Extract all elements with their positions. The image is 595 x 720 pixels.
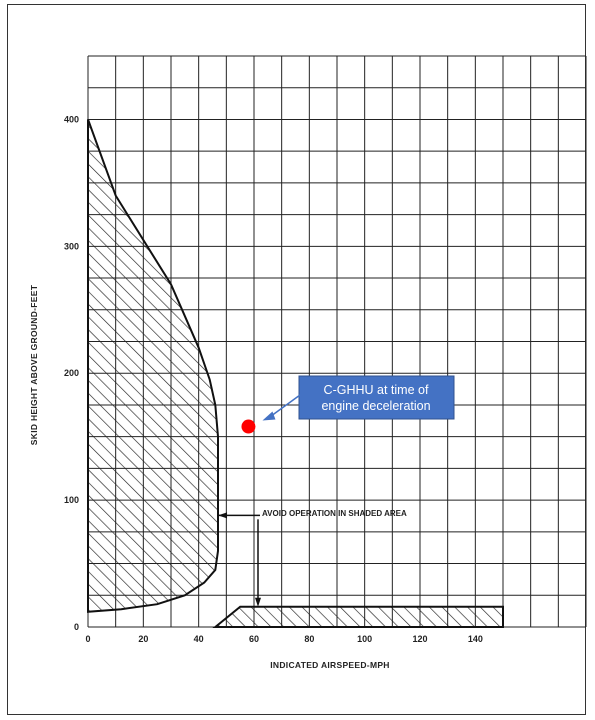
annotation-group — [218, 509, 407, 607]
y-tick-label: 400 — [63, 114, 79, 125]
callout-line-1: C-GHHU at time of — [323, 383, 429, 397]
x-tick-label: 40 — [193, 634, 204, 644]
y-tick-label: 0 — [73, 622, 79, 632]
y-axis-title: SKID HEIGHT ABOVE GROUND-FEET — [29, 284, 39, 446]
y-tick-label: 100 — [63, 495, 79, 506]
callout-arrowhead — [262, 412, 275, 421]
avoid-operation-label: AVOID OPERATION IN SHADED AREA — [262, 509, 407, 518]
x-tick-label: 80 — [304, 634, 315, 644]
x-axis-title: INDICATED AIRSPEED-MPH — [270, 660, 390, 670]
data-points — [241, 420, 255, 434]
x-tick-label: 20 — [138, 634, 149, 644]
x-tick-label: 60 — [248, 634, 260, 644]
x-tick-label: 140 — [467, 634, 483, 644]
x-tick-label: 0 — [85, 634, 91, 644]
y-tick-label: 200 — [63, 368, 79, 379]
callout-arrow-line — [270, 395, 300, 417]
avoid-region — [215, 607, 503, 627]
callout-line-2: engine deceleration — [321, 399, 431, 413]
x-tick-label: 120 — [412, 634, 428, 644]
x-tick-label: 100 — [357, 634, 373, 644]
annotation-arrowhead — [255, 598, 261, 607]
callout-box — [299, 376, 454, 419]
data-point — [241, 420, 255, 434]
y-tick-label: 300 — [63, 241, 79, 252]
annotation-arrowhead — [218, 512, 227, 518]
